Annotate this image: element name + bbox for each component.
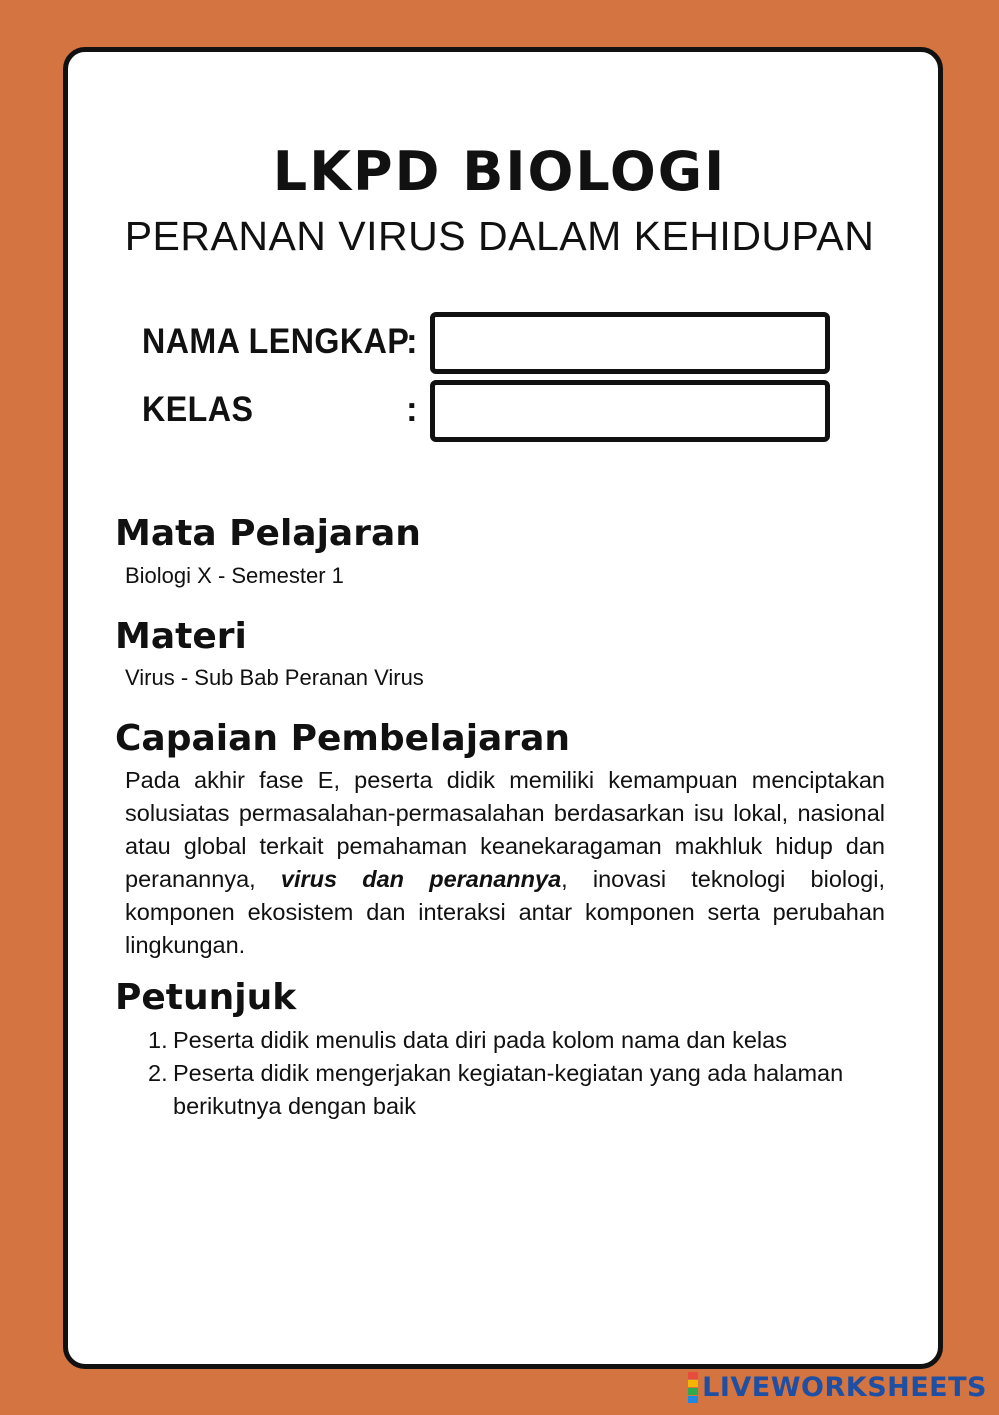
outcomes-heading: Capaian Pembelajaran [115,718,571,759]
outcomes-text-before: Pada akhir fase E, peserta didik memiliki kemampuan menciptakan solusiatas permasalahan-permasalahan berdasarkan isu lokal, nasional atau global terkait pemahaman keanekaragaman makhluk hidup dan peranannya, [125,767,885,892]
class-colon: : [406,390,418,429]
liveworksheets-brand [688,1372,987,1403]
logo-block [688,1396,698,1403]
name-input[interactable] [430,312,830,374]
outcomes-emphasis: virus dan peranannya [280,866,562,892]
name-colon: : [406,322,418,361]
list-item-text: Peserta didik menulis data diri pada kolom nama dan kelas [173,1027,787,1053]
list-item-number: 1. [148,1027,168,1053]
material-text: Virus - Sub Bab Peranan Virus [125,665,424,690]
list-item [148,1024,888,1057]
outcomes-text-after: , inovasi teknologi biologi, komponen ekosistem dan interaksi antar komponen serta perubahan lingkungan. [125,866,885,958]
instructions-list [148,1024,888,1123]
subject-heading: Mata Pelajaran [115,513,421,554]
list-item [148,1057,888,1123]
logo-block [688,1372,698,1379]
class-label: KELAS [142,390,254,429]
material-heading: Materi [115,616,247,657]
list-item-number: 2. [148,1060,168,1086]
class-input[interactable] [430,380,830,442]
subject-text: Biologi X - Semester 1 [125,563,344,588]
list-item-text: Peserta didik mengerjakan kegiatan-kegiatan yang ada halaman berikutnya dengan baik [173,1060,844,1119]
logo-block [688,1380,698,1387]
brand-wordmark: LIVEWORKSHEETS [702,1372,987,1403]
page-subtitle: PERANAN VIRUS DALAM KEHIDUPAN [124,213,875,259]
outcomes-text [125,764,885,962]
page-title: LKPD BIOLOGI [272,140,727,203]
logo-block [688,1388,698,1395]
liveworksheets-logo-icon [688,1372,698,1403]
instructions-heading: Petunjuk [115,977,297,1018]
name-label: NAMA LENGKAP [142,322,410,361]
